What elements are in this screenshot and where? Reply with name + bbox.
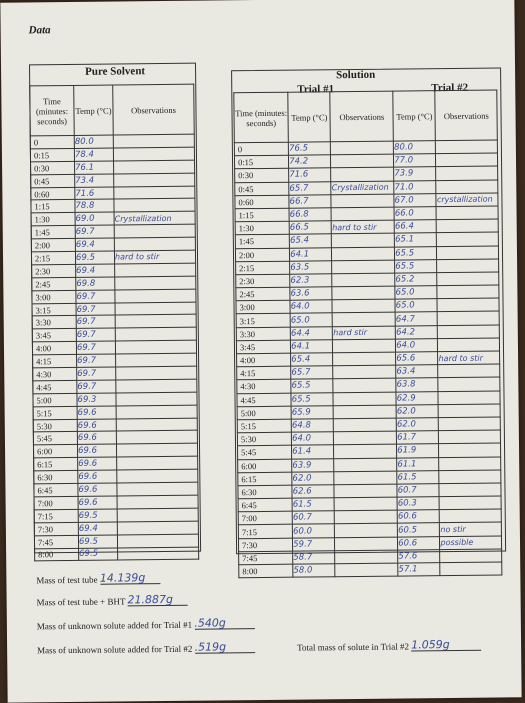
pure-obs <box>115 263 196 277</box>
sol-obs1 <box>331 167 394 181</box>
sol-temp2: 61.7 <box>397 431 439 445</box>
sol-obs2 <box>436 140 498 154</box>
sol-temp1: 63.5 <box>290 260 332 274</box>
pure-time: 5:30 <box>33 419 77 432</box>
pure-time: 2:45 <box>32 277 76 290</box>
mass-total-row <box>297 638 481 653</box>
sol-obs1 <box>335 550 398 564</box>
sol-obs1 <box>333 313 396 327</box>
sol-time: 7:15 <box>238 525 292 539</box>
sol-obs1 <box>335 524 398 538</box>
pure-temp: 69.4 <box>78 522 117 535</box>
sol-time: 5:00 <box>237 406 291 420</box>
mass-t2-row <box>37 640 255 655</box>
sol-temp1: 60.7 <box>292 511 334 525</box>
pure-temp: 76.1 <box>75 161 114 174</box>
trial2-label: Trial #2 <box>431 81 469 95</box>
sol-temp1: 61.4 <box>292 445 334 459</box>
pure-obs <box>115 276 196 290</box>
pure-row <box>35 547 199 562</box>
sol-obs2 <box>438 364 500 378</box>
pure-obs <box>117 456 198 470</box>
sol-time: 0:60 <box>235 195 289 209</box>
sol-temp2: 60.3 <box>397 497 439 511</box>
sol-obs1 <box>332 233 395 247</box>
sol-temp1: 65.5 <box>291 379 333 393</box>
pure-time: 4:30 <box>33 367 77 380</box>
mass-t2-label: Mass of unknown solute added for Trial #2 <box>37 643 193 656</box>
sol-temp2: 64.7 <box>395 312 437 326</box>
mass-total-label: Total mass of solute in Trial #2 <box>297 641 410 653</box>
sol-obs1 <box>333 365 396 379</box>
sol-time: 2:45 <box>236 287 290 301</box>
sol-time: 2:30 <box>236 274 290 288</box>
sol-temp2: 62.0 <box>396 418 438 432</box>
sol-obs1 <box>334 431 397 445</box>
sol-time: 6:15 <box>238 472 292 486</box>
pure-obs <box>113 147 194 161</box>
sol-temp2: 67.0 <box>394 193 436 207</box>
sol-temp2: 80.0 <box>394 141 436 155</box>
pure-time: 4:45 <box>33 380 77 393</box>
pure-solvent-label: Pure Solvent <box>85 65 146 78</box>
sol-obs2 <box>437 219 499 233</box>
pure-time: 2:30 <box>32 264 76 277</box>
sol-obs2 <box>436 153 498 167</box>
pure-temp: 69.6 <box>77 432 116 445</box>
sol-temp1: 64.4 <box>290 326 332 340</box>
sol-time: 5:15 <box>237 419 291 433</box>
sol-col-temp2: Temp (°C) <box>393 91 436 141</box>
sol-temp1: 65.5 <box>291 392 333 406</box>
pure-obs: hard to stir <box>114 250 195 264</box>
sol-time: 3:30 <box>236 327 290 341</box>
pure-col-obs: Observations <box>113 84 195 135</box>
pure-time: 3:15 <box>32 303 76 316</box>
sol-temp1: 66.7 <box>289 195 331 209</box>
pure-temp: 69.6 <box>78 483 117 496</box>
pure-temp: 69.5 <box>78 535 117 548</box>
pure-time: 3:45 <box>32 329 76 342</box>
sol-temp2: 64.0 <box>396 338 438 352</box>
sol-time: 6:45 <box>238 498 292 512</box>
sol-obs1 <box>334 471 397 485</box>
sol-obs1 <box>332 247 395 261</box>
pure-temp: 69.5 <box>79 548 118 561</box>
pure-solvent-table <box>29 84 199 562</box>
pure-time: 5:15 <box>33 406 77 419</box>
pure-time: 5:45 <box>33 432 77 445</box>
sol-temp2: 65.2 <box>395 273 437 287</box>
sol-temp1: 65.0 <box>290 313 332 327</box>
pure-obs <box>114 224 195 238</box>
sol-temp2: 65.6 <box>396 352 438 366</box>
sol-obs2 <box>439 417 501 431</box>
pure-obs <box>115 340 196 354</box>
pure-obs: Crystallization <box>114 212 195 226</box>
pure-temp: 69.7 <box>76 290 115 303</box>
sol-temp1: 62.0 <box>292 471 334 485</box>
sol-obs1 <box>335 563 398 577</box>
sol-temp1: 62.6 <box>292 485 334 499</box>
sol-temp2: 63.8 <box>396 378 438 392</box>
sol-time: 7:00 <box>238 511 292 525</box>
sol-time: 5:30 <box>237 432 291 446</box>
sol-obs2 <box>439 430 501 444</box>
pure-obs <box>117 521 198 535</box>
sol-time: 6:00 <box>238 459 292 473</box>
pure-temp: 69.7 <box>76 341 115 354</box>
sol-temp2: 62.9 <box>396 391 438 405</box>
sol-temp1: 59.7 <box>293 537 335 551</box>
pure-temp: 69.7 <box>77 354 116 367</box>
mass-bht-row <box>37 593 188 608</box>
sol-obs1 <box>333 339 396 353</box>
pure-obs <box>117 482 198 496</box>
sol-time: 4:45 <box>237 393 291 407</box>
pure-temp: 69.5 <box>78 509 117 522</box>
sol-time: 2:00 <box>235 248 289 262</box>
pure-temp: 69.7 <box>77 367 116 380</box>
sol-temp2: 60.6 <box>398 536 440 550</box>
sol-temp2: 62.0 <box>396 404 438 418</box>
sol-temp2: 57.1 <box>398 563 440 577</box>
sol-col-obs1: Observations <box>330 91 393 142</box>
sol-temp1: 65.4 <box>289 234 331 248</box>
sol-temp1: 76.5 <box>289 142 331 156</box>
sol-temp1: 60.0 <box>293 524 335 538</box>
sol-temp1: 66.5 <box>289 221 331 235</box>
pure-obs <box>115 328 196 342</box>
pure-temp: 69.7 <box>76 303 115 316</box>
sol-temp2: 63.4 <box>396 365 438 379</box>
sol-time: 3:00 <box>236 300 290 314</box>
sol-temp1: 64.0 <box>292 432 334 446</box>
pure-obs <box>114 199 195 213</box>
mass-t2-value: .519g <box>194 640 227 654</box>
pure-obs <box>115 302 196 316</box>
pure-time: 0:30 <box>31 161 75 174</box>
sol-obs2 <box>436 206 498 220</box>
pure-temp: 69.6 <box>78 470 117 483</box>
sol-obs2 <box>438 391 500 405</box>
pure-obs <box>117 469 198 483</box>
pure-time: 4:00 <box>32 342 76 355</box>
pure-temp: 69.6 <box>77 406 116 419</box>
pure-time: 2:00 <box>31 239 75 252</box>
sol-temp1: 71.6 <box>289 168 331 182</box>
sol-obs1 <box>333 378 396 392</box>
sol-time: 3:15 <box>236 314 290 328</box>
mass-total-value: 1.059g <box>411 638 450 652</box>
sol-time: 0:45 <box>235 182 289 196</box>
sol-temp1: 64.0 <box>290 300 332 314</box>
sol-obs1 <box>333 392 396 406</box>
pure-temp: 69.6 <box>77 444 116 457</box>
sol-col-temp1: Temp (°C) <box>288 92 331 142</box>
trial1-label: Trial #1 <box>297 83 335 96</box>
sol-temp2: 65.5 <box>395 246 437 260</box>
sol-temp2: 66.0 <box>394 207 436 221</box>
sol-obs1 <box>334 444 397 458</box>
sol-obs2 <box>437 246 499 260</box>
mass-t1-value: .540g <box>194 616 226 630</box>
pure-temp: 69.3 <box>77 393 116 406</box>
sol-temp2: 61.5 <box>397 470 439 484</box>
pure-temp: 69.6 <box>77 419 116 432</box>
sol-time: 5:45 <box>238 445 292 459</box>
sol-obs2 <box>437 259 499 273</box>
pure-temp: 71.6 <box>75 187 114 200</box>
sol-obs2 <box>439 404 501 418</box>
pure-temp: 69.7 <box>75 225 114 238</box>
pure-time: 6:30 <box>34 471 78 484</box>
sol-obs1: hard to stir <box>332 220 395 234</box>
sol-time: 1:15 <box>235 208 289 222</box>
sol-time: 0 <box>234 142 288 156</box>
pure-obs <box>116 379 197 393</box>
pure-temp: 69.4 <box>76 264 115 277</box>
sol-obs2 <box>439 470 501 484</box>
mass-tube-label: Mass of test tube <box>36 574 98 586</box>
pure-temp: 69.5 <box>75 251 114 264</box>
sol-obs2: no stir <box>440 522 502 536</box>
pure-obs <box>118 547 199 561</box>
sol-obs1 <box>334 405 397 419</box>
pure-time: 6:45 <box>34 483 78 496</box>
pure-time: 0:45 <box>31 174 75 187</box>
sol-temp2: 65.0 <box>395 299 437 313</box>
pure-time: 8:00 <box>35 548 79 561</box>
sol-obs2 <box>437 285 499 299</box>
sol-obs1 <box>332 273 395 287</box>
pure-temp: 80.0 <box>74 135 113 148</box>
sol-obs1 <box>332 299 395 313</box>
pure-obs <box>117 534 198 548</box>
solution-table <box>233 90 502 579</box>
sol-time: 4:30 <box>237 380 291 394</box>
sol-temp1: 66.8 <box>289 208 331 222</box>
sol-obs2 <box>438 377 500 391</box>
sol-obs2 <box>436 166 498 180</box>
sol-obs1 <box>335 510 398 524</box>
pure-obs <box>115 315 196 329</box>
sol-temp2: 73.9 <box>394 167 436 181</box>
pure-col-time: Time (minutes: seconds) <box>30 85 75 135</box>
sol-obs2 <box>438 325 500 339</box>
mass-tube-value: 14.139g <box>99 571 146 585</box>
pure-obs <box>116 444 197 458</box>
pure-temp: 73.4 <box>75 174 114 187</box>
sol-obs1 <box>331 141 394 155</box>
sol-temp1: 65.9 <box>291 405 333 419</box>
sol-time: 4:15 <box>237 366 291 380</box>
sol-obs2 <box>440 509 502 523</box>
pure-obs <box>114 173 195 187</box>
sol-obs1 <box>333 352 396 366</box>
sol-obs2 <box>439 483 501 497</box>
sol-obs1 <box>334 418 397 432</box>
pure-obs <box>114 186 195 200</box>
pure-obs <box>116 405 197 419</box>
sol-obs2 <box>440 496 502 510</box>
sol-obs2: possible <box>440 536 502 550</box>
pure-temp: 69.0 <box>75 212 114 225</box>
sol-temp1: 64.8 <box>291 419 333 433</box>
sol-obs1: Crystallization <box>331 181 394 195</box>
pure-obs <box>116 392 197 406</box>
sol-obs2 <box>440 549 502 563</box>
sol-time: 4:00 <box>237 353 291 367</box>
mass-t1-row <box>37 616 255 631</box>
pure-temp: 78.8 <box>75 199 114 212</box>
sol-obs2 <box>437 298 499 312</box>
sol-col-time: Time (minutes: seconds) <box>234 92 289 143</box>
sol-time: 2:15 <box>236 261 290 275</box>
pure-time: 3:00 <box>32 290 76 303</box>
sol-temp1: 65.7 <box>291 366 333 380</box>
pure-obs <box>114 160 195 174</box>
pure-time: 0:15 <box>30 148 74 161</box>
sol-obs1 <box>335 537 398 551</box>
sol-temp1: 64.1 <box>290 247 332 261</box>
sol-temp1: 63.9 <box>292 458 334 472</box>
pure-temp: 69.7 <box>76 328 115 341</box>
page-title: Data <box>28 24 51 37</box>
pure-temp: 78.4 <box>74 148 113 161</box>
sol-col-obs2: Observations <box>435 90 497 141</box>
pure-temp: 69.6 <box>78 496 117 509</box>
sol-obs1 <box>335 497 398 511</box>
pure-time: 1:45 <box>31 226 75 239</box>
sol-obs2 <box>439 456 501 470</box>
solution-label: Solution <box>336 68 376 82</box>
pure-obs <box>113 134 194 148</box>
pure-time: 0 <box>30 135 74 148</box>
sol-obs1 <box>331 154 394 168</box>
sol-temp2: 65.5 <box>395 259 437 273</box>
pure-temp: 69.7 <box>77 380 116 393</box>
pure-temp: 69.4 <box>75 238 114 251</box>
sol-temp1: 64.1 <box>291 340 333 354</box>
pure-time: 1:30 <box>31 213 75 226</box>
sol-temp2: 77.0 <box>394 154 436 168</box>
sol-obs2 <box>438 311 500 325</box>
sol-obs2 <box>437 272 499 286</box>
sol-temp1: 62.3 <box>290 274 332 288</box>
pure-time: 7:15 <box>34 509 78 522</box>
pure-time: 5:00 <box>33 393 77 406</box>
sol-obs1 <box>331 207 394 221</box>
sol-temp2: 61.1 <box>397 457 439 471</box>
sol-temp2: 57.6 <box>398 549 440 563</box>
mass-bht-value: 21.887g <box>127 592 174 607</box>
sol-temp1: 74.2 <box>289 155 331 169</box>
pure-time: 1:15 <box>31 200 75 213</box>
pure-time: 0:60 <box>31 187 75 200</box>
pure-time: 7:30 <box>34 522 78 535</box>
sol-temp1: 65.4 <box>291 353 333 367</box>
sol-time: 1:45 <box>235 235 289 249</box>
sol-temp1: 58.7 <box>293 551 335 565</box>
pure-obs <box>116 431 197 445</box>
sol-time: 7:45 <box>239 551 293 565</box>
sol-obs1: hard stir <box>333 326 396 340</box>
sol-temp2: 66.4 <box>394 220 436 234</box>
sol-obs2 <box>440 562 502 576</box>
pure-obs <box>116 366 197 380</box>
sol-obs1 <box>334 458 397 472</box>
sol-temp2: 61.9 <box>397 444 439 458</box>
sol-obs2 <box>438 338 500 352</box>
sol-temp1: 58.0 <box>293 564 335 578</box>
pure-obs <box>114 237 195 251</box>
pure-obs <box>116 353 197 367</box>
pure-time: 6:15 <box>34 458 78 471</box>
sol-obs2 <box>437 232 499 246</box>
pure-obs <box>117 495 198 509</box>
sol-temp1: 65.7 <box>289 181 331 195</box>
sol-obs1 <box>334 484 397 498</box>
sol-temp2: 65.1 <box>395 233 437 247</box>
sol-obs1 <box>331 194 394 208</box>
pure-time: 7:45 <box>34 535 78 548</box>
sol-time: 6:30 <box>238 485 292 499</box>
pure-temp: 69.8 <box>76 277 115 290</box>
sol-time: 0:15 <box>234 155 288 169</box>
sol-time: 7:30 <box>238 538 292 552</box>
pure-time: 3:30 <box>32 316 76 329</box>
sol-temp2: 71.0 <box>394 180 436 194</box>
sol-temp2: 60.5 <box>398 523 440 537</box>
pure-time: 2:15 <box>31 251 75 264</box>
sol-time: 1:30 <box>235 221 289 235</box>
sol-temp1: 61.5 <box>292 498 334 512</box>
pure-time: 4:15 <box>33 355 77 368</box>
sol-temp2: 60.6 <box>397 510 439 524</box>
sol-temp2: 64.2 <box>395 325 437 339</box>
pure-time: 7:00 <box>34 496 78 509</box>
sol-time: 3:45 <box>236 340 290 354</box>
pure-obs <box>115 289 196 303</box>
sol-temp2: 65.0 <box>395 286 437 300</box>
sol-temp1: 63.6 <box>290 287 332 301</box>
pure-col-temp: Temp (°C) <box>74 85 114 135</box>
solution-row <box>239 562 502 578</box>
pure-temp: 69.6 <box>78 457 117 470</box>
mass-bht-label: Mass of test tube + BHT <box>36 596 126 608</box>
sol-time: 8:00 <box>239 564 293 578</box>
pure-obs <box>116 418 197 432</box>
sol-obs2 <box>439 443 501 457</box>
sol-obs2: crystallization <box>436 193 498 207</box>
sol-time: 0:30 <box>235 169 289 183</box>
sol-obs1 <box>332 286 395 300</box>
sol-obs1 <box>332 260 395 274</box>
pure-time: 6:00 <box>33 445 77 458</box>
mass-tube-row <box>36 571 160 585</box>
mass-t1-label: Mass of unknown solute added for Trial #1 <box>36 619 193 632</box>
pure-temp: 69.7 <box>76 315 115 328</box>
pure-obs <box>117 508 198 522</box>
sol-temp2: 60.7 <box>397 484 439 498</box>
sol-obs2 <box>436 180 498 194</box>
sol-obs2: hard to stir <box>438 351 500 365</box>
